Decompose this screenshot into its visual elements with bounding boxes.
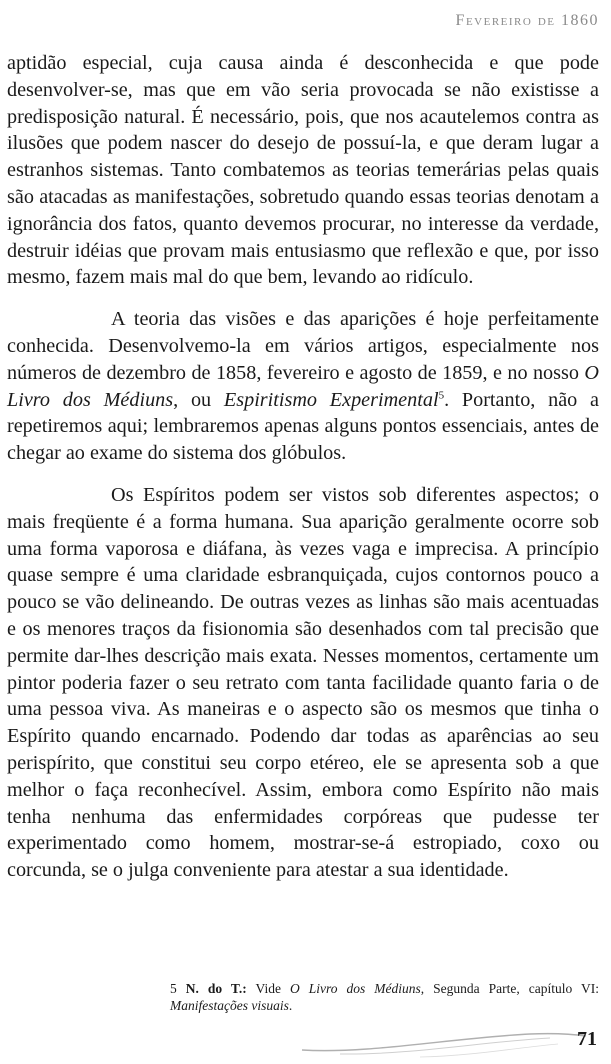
paragraph-2-text-before: A teoria das visões e das aparições é hoje perfeitamente conhecida. Desenvolvemo-la em vários artigos, especialmente nos números de dezembro de 1858, fevereiro e agosto de 1859, e no nosso xyxy=(7,308,599,384)
footnote-text-before: Vide xyxy=(246,981,290,996)
page-ornament-swoosh-icon xyxy=(300,1024,590,1060)
paragraph-2-text-mid: , ou xyxy=(173,388,224,411)
paragraph-1: aptidão especial, cuja causa ainda é desconhecida e que pode desenvolver-se, mas que em vão seria provocada se não existisse a predisposição natural. É necessário, pois, que nos acautelemos contra as ilusões que podem nascer do desejo de possuí-la, e que deram lugar a estranhos sistemas. Tanto combatemos as teorias temerárias pelas quais são atacadas as manifestações, sobretudo quando essas teorias denotam a ignorância dos fatos, quanto devemos procurar, no interesse da verdade, destruir idéias que provam mais entusiasmo que reflexão e que, por isso mesmo, fazem mais mal do que bem, levando ao ridículo. xyxy=(7,52,599,289)
footnote-book-title: O Livro dos Médiuns xyxy=(290,981,421,996)
paragraph-2 xyxy=(7,306,599,467)
footnote-text-mid: , Segunda Parte, capítulo VI: xyxy=(420,981,600,996)
paragraph-2-text-after: . Portanto, não a repetiremos aqui; lembraremos apenas alguns pontos essenciais, antes de chegar ao exame do sistema dos glóbulos. xyxy=(7,388,599,465)
paragraph-3: Os Espíritos podem ser vistos sob diferentes aspectos; o mais freqüente é a forma humana. Sua aparição geralmente ocorre sob uma forma vaporosa e diáfana, às vezes vaga e imprecisa. A princípio quase sempre é uma claridade esbranquiçada, cujos contornos pouco a pouco se vão delineando. De outras vezes as linhas são mais acentuadas e os menores traços da fisionomia são desenhados com tal precisão que permite dar-lhes descrição mais exata. Nesses momentos, certamente um pintor poderia fazer o seu retrato com tanta facilidade quanto faria o de uma pessoa viva. As maneiras e o aspecto são os mesmos que tinha o Espírito quando encarnado. Podendo dar todas as aparências ao seu perispírito, que constitui seu corpo etéreo, ele se apresenta sob a que melhor o faça reconhecível. Assim, embora como Espírito não mais tenha nenhuma das enfermidades corpóreas que pudesse ter experimentado como homem, mostrar-se-á estropiado, coxo ou corcunda, se o julga conveniente para atestar a sua identidade. xyxy=(7,483,599,882)
page-number: 71 xyxy=(577,1028,597,1050)
book-title-espiritismo-experimental: Espiritismo Experimental xyxy=(223,388,439,411)
footnote-chapter-title: Manifestações visuais xyxy=(170,998,289,1013)
page-body xyxy=(7,50,599,899)
footnote xyxy=(170,980,599,1014)
footnote-reference[interactable]: 5 xyxy=(438,388,445,401)
book-title-livro-dos-mediuns: O Livro dos Médiuns xyxy=(7,361,599,411)
footnote-text-after: . xyxy=(288,998,293,1013)
footnote-label: N. do T.: xyxy=(185,981,247,996)
running-header: Fevereiro de 1860 xyxy=(455,12,599,29)
footnote-number: 5 xyxy=(170,981,177,996)
